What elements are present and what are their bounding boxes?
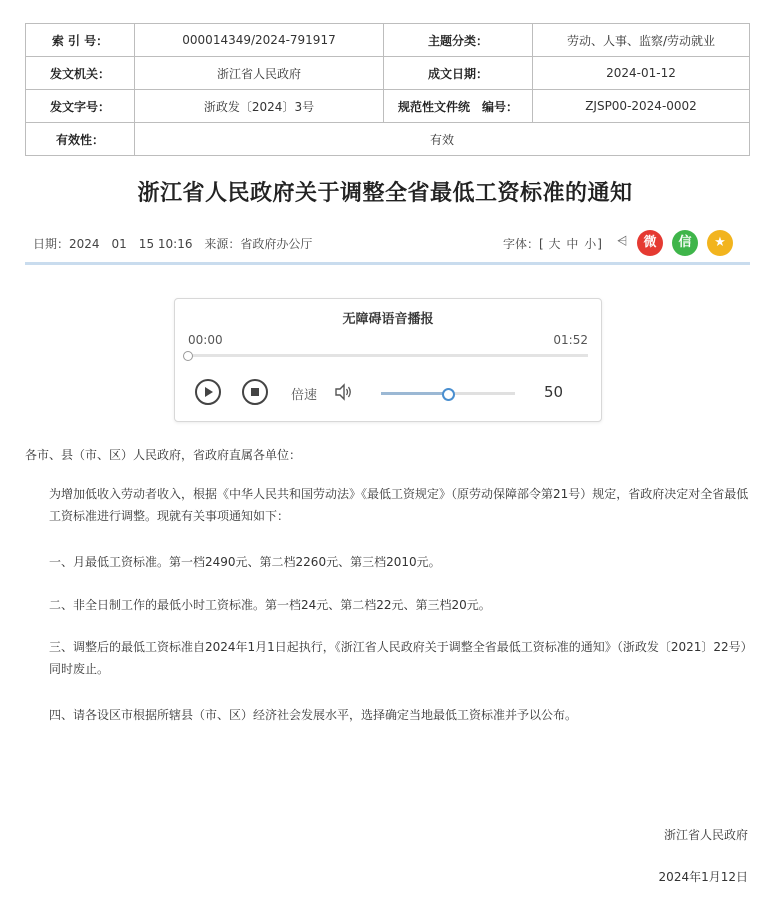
item-1-text: 一、月最低工资标准。第一档2490元、第二档2260元、第三档2010元。 — [49, 555, 441, 569]
validity-label: 有效性： — [26, 123, 135, 156]
item-2-text: 二、非全日制工作的最低小时工资标准。第一档24元、第二档22元、第三档20元。 — [49, 598, 491, 612]
font-size-large-button[interactable]: 大 — [548, 237, 561, 251]
metadata-row — [26, 24, 750, 57]
item-1-paragraph — [25, 551, 750, 573]
validity-value: 有效 — [135, 123, 750, 156]
accessibility-audio-player — [174, 298, 602, 422]
document-number-label: 发文字号： — [26, 90, 135, 123]
document-metadata-table — [25, 23, 750, 156]
item-4-text: 四、请各设区市根据所辖县（市、区）经济社会发展水平，选择确定当地最低工资标准并予以公布。 — [49, 708, 578, 722]
drafting-date-value: 2024-01-12 — [533, 57, 750, 90]
metadata-row — [26, 57, 750, 90]
metadata-row — [26, 90, 750, 123]
play-button[interactable] — [195, 379, 221, 405]
item-3-paragraph — [25, 636, 750, 680]
font-size-label: 字体： — [503, 237, 540, 251]
item-2-paragraph — [25, 594, 750, 616]
topic-category-value: 劳动、人事、监察/劳动就业 — [533, 24, 750, 57]
volume-slider[interactable] — [381, 392, 515, 395]
font-bracket-close: ] — [597, 237, 602, 251]
progress-bar[interactable] — [188, 354, 588, 357]
index-number-label: 索 引 号： — [26, 24, 135, 57]
item-3-text: 三、调整后的最低工资标准自2024年1月1日起执行，《浙江省人民政府关于调整全省最低工资标准的通知》（浙政发〔2021〕22号）同时废止。 — [49, 640, 747, 676]
weibo-share-icon[interactable]: 微 — [637, 230, 663, 256]
normative-code-label: 规范性文件统 编号： — [384, 90, 533, 123]
page-title: 浙江省人民政府关于调整全省最低工资标准的通知 — [137, 181, 633, 206]
volume-fill — [381, 392, 448, 395]
issuing-authority-label: 发文机关： — [26, 57, 135, 90]
metadata-row — [26, 123, 750, 156]
signature-date: 2024年1月12日 — [658, 870, 748, 884]
font-size-medium-button[interactable]: 中 — [566, 237, 579, 251]
playback-speed-button[interactable]: 倍速 — [291, 388, 318, 403]
intro-paragraph — [25, 483, 750, 527]
font-size-small-button[interactable]: 小 — [584, 237, 597, 251]
volume-icon[interactable] — [333, 382, 353, 402]
document-number-value: 浙政发〔2024〕3号 — [135, 90, 384, 123]
player-title: 无障碍语音播报 — [342, 312, 434, 327]
favorite-star-icon[interactable]: ★ — [707, 230, 733, 256]
current-time: 00:00 — [188, 333, 223, 347]
issuing-authority-value: 浙江省人民政府 — [135, 57, 384, 90]
item-4-paragraph — [25, 704, 750, 726]
info-divider — [25, 262, 750, 265]
signature: 浙江省人民政府 — [663, 828, 748, 842]
total-time: 01:52 — [553, 333, 588, 347]
publish-date: 日期：2024 01 15 10:16 — [33, 237, 193, 251]
article-info-bar — [25, 226, 750, 262]
volume-value: 50 — [544, 383, 564, 401]
salutation: 各市、县（市、区）人民政府，省政府直属各单位： — [25, 448, 302, 462]
normative-code-value: ZJSP00-2024-0002 — [533, 90, 750, 123]
publish-source: 来源：省政府办公厅 — [204, 237, 313, 251]
volume-handle[interactable] — [442, 388, 455, 401]
drafting-date-label: 成文日期： — [384, 57, 533, 90]
index-number-value: 000014349/2024-791917 — [135, 24, 384, 57]
topic-category-label: 主题分类： — [384, 24, 533, 57]
wechat-share-icon[interactable]: 信 — [672, 230, 698, 256]
share-icon[interactable]: ⩤ — [617, 234, 628, 249]
stop-button[interactable] — [242, 379, 268, 405]
publish-info — [33, 235, 320, 252]
progress-handle[interactable] — [183, 351, 193, 361]
font-bracket-open: [ — [539, 237, 544, 251]
font-size-switcher — [503, 235, 602, 252]
intro-text: 为增加低收入劳动者收入，根据《中华人民共和国劳动法》《最低工资规定》（原劳动保障部令第21号）规定，省政府决定对全省最低工资标准进行调整。现就有关事项通知如下： — [49, 487, 749, 523]
